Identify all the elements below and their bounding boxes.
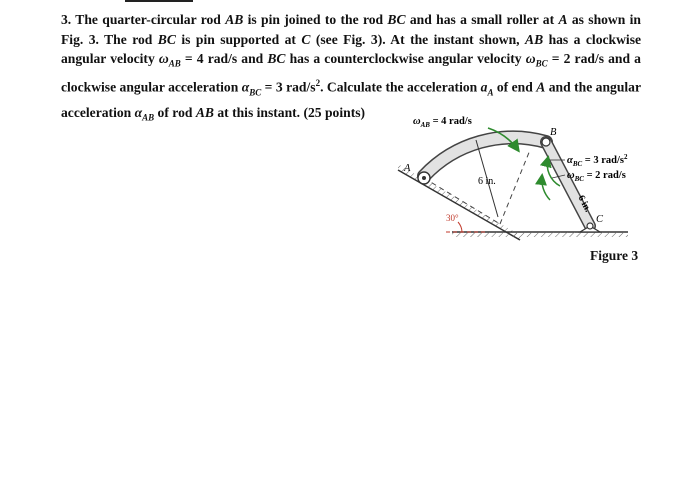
label-angle: 30° (446, 213, 459, 223)
problem-text-segment: and the angular acceleration (61, 79, 641, 120)
problem-text-segment: A (487, 87, 494, 98)
problem-text-segment: = 4 rad/s and (180, 51, 268, 66)
problem-text-segment: BC (249, 87, 262, 98)
label-alpha-bc: $\alpha_{BC} = 3$ rad/$s^2$ (567, 153, 628, 168)
problem-text-segment: has a clockwise angular velocity (61, 31, 642, 66)
problem-text-segment: a (480, 79, 488, 95)
figure-caption: Figure 3 (590, 248, 639, 263)
problem-text-segment: C (301, 31, 311, 47)
roller-a (418, 172, 430, 184)
problem-text-segment: has a counterclockwise angular velocity (285, 51, 526, 66)
problem-text-segment: . Calculate the acceleration (320, 79, 481, 95)
problem-text-segment: α (241, 79, 250, 95)
problem-text-segment: BC (157, 31, 176, 47)
problem-text-segment: BC (267, 51, 286, 66)
problem-text-segment: A (536, 79, 546, 95)
problem-text-segment: (see Fig. 3). At the instant shown, (310, 31, 525, 47)
label-point-c: C (596, 214, 604, 225)
label-point-b: B (550, 127, 557, 138)
problem-text-segment: BC (387, 12, 406, 27)
problem-text-segment: of rod (154, 104, 196, 120)
problem-text-segment: BC (535, 58, 548, 69)
problem-text-segment: of end (493, 79, 537, 95)
problem-text-segment: ω (158, 51, 169, 66)
problem-text-segment: 2 (315, 78, 321, 89)
label-omega-ab: $\omega_{AB} = 4$ rad/s (413, 116, 472, 129)
problem-text-segment: α (134, 104, 143, 120)
problem-text-segment: ω (525, 51, 536, 66)
problem-text-segment: = 2 rad/s and a clockwise angular acceleration (61, 51, 641, 95)
problem-text-segment: is pin supported at (175, 31, 302, 47)
ground (452, 232, 628, 237)
label-rod-length: 6 in. (575, 193, 593, 215)
problem-text-segment: AB (195, 104, 214, 120)
problem-text-segment: at this instant. (25 points) (213, 104, 366, 120)
problem-text-segment: = 3 rad/s (261, 79, 316, 95)
omega-bc-arrow (542, 176, 550, 200)
label-point-a: A (404, 163, 411, 174)
problem-text-segment: and has a small roller at (405, 12, 559, 27)
inclined-surface (398, 164, 520, 240)
problem-text-segment: AB (525, 31, 544, 47)
problem-text-segment: as shown in Fig. 3. The rod (61, 12, 641, 47)
problem-text-segment: The quarter-circular rod (75, 12, 226, 27)
problem-number: 3. (61, 12, 76, 27)
problem-text-segment: A (558, 12, 568, 27)
pin-b (542, 138, 550, 146)
label-omega-bc: $\omega_{BC} = 2$ rad/s (567, 170, 626, 183)
dashed-center-line (500, 150, 530, 224)
problem-text-segment: AB (142, 112, 155, 123)
problem-text-segment: AB (225, 12, 244, 27)
problem-text-segment: is pin joined to the rod (243, 12, 388, 27)
angle-arc (458, 222, 462, 232)
label-radius: 6 in. (478, 176, 496, 187)
problem-text-segment: AB (168, 58, 181, 69)
